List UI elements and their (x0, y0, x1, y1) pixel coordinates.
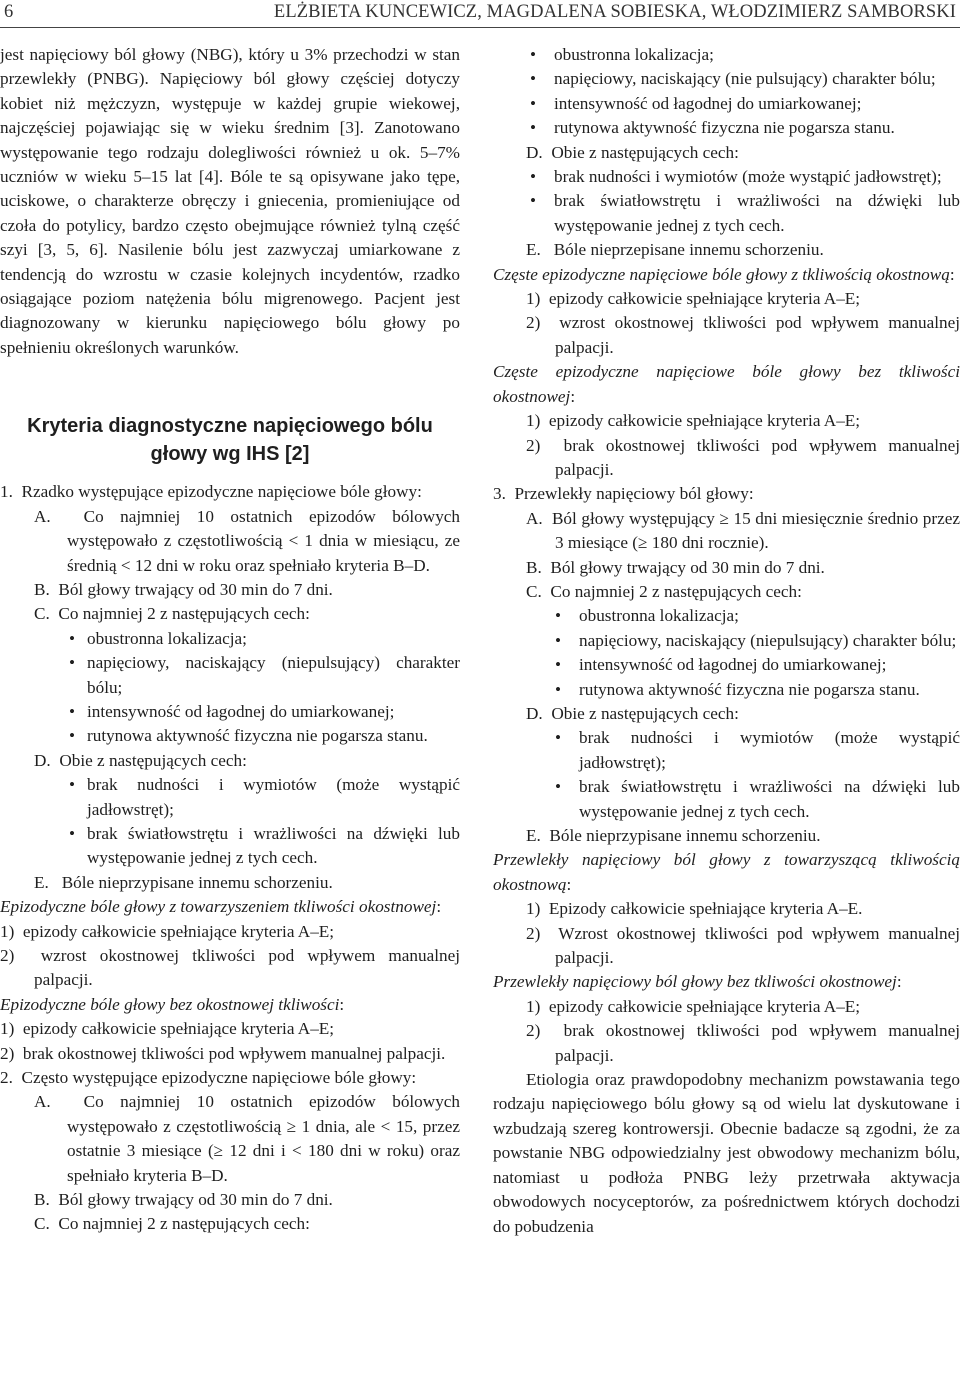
subtype-item: 2) brak okostnowej tkliwości pod wpływem manualnej palpacji. (526, 435, 960, 479)
subtype-item: 1) epizody całkowicie spełniające kryteria A–E; (526, 289, 861, 309)
criteria-2-C: C. Co najmniej 2 z następujących cech: (34, 1214, 310, 1234)
bullet-item: • napięciowy, naciskający (niepulsujący) charakter bólu; (69, 653, 460, 697)
subtype-item: 2) Wzrost okostnowej tkliwości pod wpływem manualnej palpacji. (526, 923, 960, 968)
criteria-1-C: C. Co najmniej 2 z następujących cech: (34, 604, 310, 624)
running-header (0, 0, 960, 24)
section-heading: Kryteria diagnostyczne napięciowego bólu głowy wg IHS [2] (27, 415, 433, 466)
subtype-item: 1) Epizody całkowicie spełniające kryteria A–E. (526, 899, 863, 919)
criteria-3-D: D. Obie z następujących cech: (526, 703, 739, 723)
criteria-1-B: B. Ból głowy trwający od 30 min do 7 dni. (34, 579, 333, 599)
bullet-item: • rutynowa aktywność fizyczna nie pogarsza stanu. (530, 118, 895, 138)
criteria-3-C: C. Co najmniej 2 z następujących cech: (526, 581, 802, 601)
criteria-2-E: E. Bóle nieprzepisane innemu schorzeniu. (526, 240, 824, 260)
intro-paragraph: jest napięciowy ból głowy (NBG), który u 3% przechodzi w stan przewlekły (PNBG). Napięciowy ból głowy częściej dotyczy kobiet niż mężczyzn, występuje w każdej grupie wiekowej, najczęściej pojawiając się w wieku średnim [3]. Zanotowano występowanie tego rodzaju dolegliwości również u ok. 5–7% uczniów w wieku 5–15 lat [4]. Bóle te są opisywane jako tępe, uciskowe, o charakterze obręczy i gniecenia, promieniujące od czoła do potylicy, bardzo często obejmujące również tylną część szyi [3, 5, 6]. Nasilenie bólu jest zazwyczaj umiarkowane z tendencją do wzrostu w czasie kolejnych incydentów, rzadko osiągające poziom natężenia bólu migrenowego. Pacjent jest diagnozowany w kierunku napięciowego bólu głowy po spełnieniu określonych warunków. (0, 45, 460, 357)
criteria-1-D: D. Obie z następujących cech: (34, 750, 247, 770)
criteria-2-D: D. Obie z następujących cech: (526, 142, 739, 162)
criteria-3: 3. Przewlekły napięciowy ból głowy: (493, 484, 754, 504)
criteria-1: 1. Rzadko występujące epizodyczne napięciowe bóle głowy: (0, 482, 422, 502)
bullet-item: • brak nudności i wymiotów (może wystąpić jadłowstręt); (69, 775, 460, 819)
etiology-paragraph: Etiologia oraz prawdopodobny mechanizm powstawania tego rodzaju napięciowego bólu głowy są od wielu lat dyskutowane i wzbudzają szereg kontrowersji. Obecnie badacze są zgodni, że za powstanie NBG odpowiedzialny jest obwodowy mechanizm bólu, natomiast u podłoża PNBG leży przetrwała aktywacja obwodowych nocyceptorów, za pośrednictwem których dochodzi do pobudzenia (493, 1070, 960, 1236)
bullet-item: • intensywność od łagodnej do umiarkowanej; (530, 93, 862, 113)
subtype-item: 1) epizody całkowicie spełniające kryteria A–E; (0, 921, 335, 941)
bullet-item: • rutynowa aktywność fizyczna nie pogarsza stanu. (555, 679, 920, 699)
page-number: 6 (4, 2, 14, 22)
subtype-item: 2) wzrost okostnowej tkliwości pod wpływem manualnej palpacji. (526, 313, 960, 357)
bullet-item: • obustronna lokalizacja; (555, 606, 739, 626)
criteria-3-B: B. Ból głowy trwający od 30 min do 7 dni. (526, 557, 825, 577)
subtype-item: 2) brak okostnowej tkliwości pod wpływem manualnej palpacji. (526, 1021, 960, 1065)
subtype-title: Przewlekły napięciowy ból głowy bez tkliwości okostnowej: (493, 972, 902, 992)
subtype-title: Przewlekły napięciowy ból głowy z towarzyszącą tkliwością okostnową: (493, 850, 960, 894)
bullet-item: • obustronna lokalizacja; (69, 628, 247, 648)
subtype-item: 2) wzrost okostnowej tkliwości pod wpływem manualnej palpacji. (0, 946, 460, 990)
subtype-title: Epizodyczne bóle głowy bez okostnowej tkliwości: (0, 994, 345, 1014)
bullet-item: • intensywność od łagodnej do umiarkowanej; (555, 655, 887, 675)
bullet-item: • intensywność od łagodnej do umiarkowanej; (69, 701, 395, 721)
criteria-2-A: A. Co najmniej 10 ostatnich epizodów bólowych występowało z częstotliwością ≥ 1 dnia, ale < 15, przez ostatnie 3 miesiące (≥ 12 dni i < 180 dni w roku) oraz spełniało kryteria B–D. (34, 1092, 461, 1185)
bullet-item: • brak światłowstrętu i wrażliwości na dźwięki lub występowanie jednej z tych cech. (555, 777, 960, 821)
criteria-1-E: E. Bóle nieprzypisane innemu schorzeniu. (34, 872, 333, 892)
subtype-item: 1) epizody całkowicie spełniające kryteria A–E; (526, 996, 861, 1016)
bullet-item: • brak nudności i wymiotów (może wystąpić jadłowstręt); (530, 167, 942, 187)
bullet-item: • brak nudności i wymiotów (może wystąpić jadłowstręt); (555, 728, 960, 772)
right-column (493, 43, 960, 1239)
subtype-item: 1) epizody całkowicie spełniające kryteria A–E; (526, 411, 861, 431)
header-authors: ELŻBIETA KUNCEWICZ, MAGDALENA SOBIESKA, WŁODZIMIERZ SAMBORSKI (273, 2, 956, 22)
criteria-2: 2. Często występujące epizodyczne napięciowe bóle głowy: (0, 1068, 417, 1088)
bullet-item: • brak światłowstrętu i wrażliwości na dźwięki lub występowanie jednej z tych cech. (69, 823, 460, 868)
bullet-item: • brak światłowstrętu i wrażliwości na dźwięki lub występowanie jednej z tych cech. (530, 191, 960, 235)
bullet-item: • napięciowy, naciskający (niepulsujący) charakter bólu; (555, 630, 957, 650)
criteria-2-B: B. Ból głowy trwający od 30 min do 7 dni. (34, 1190, 333, 1210)
criteria-3-A: A. Ból głowy występujący ≥ 15 dni miesięcznie średnio przez 3 miesiące (≥ 180 dni rocznie). (526, 508, 960, 553)
criteria-3-E: E. Bóle nieprzypisane innemu schorzeniu. (526, 826, 821, 845)
left-column (0, 43, 460, 1237)
subtype-title: Epizodyczne bóle głowy z towarzyszeniem tkliwości okostnowej: (0, 897, 442, 917)
subtype-item: 2) brak okostnowej tkliwości pod wpływem manualnej palpacji. (0, 1043, 446, 1063)
subtype-item: 1) epizody całkowicie spełniające kryteria A–E; (0, 1019, 335, 1039)
bullet-item: • napięciowy, naciskający (nie pulsujący) charakter bólu; (530, 69, 936, 89)
criteria-1-A: A. Co najmniej 10 ostatnich epizodów bólowych występowało z częstotliwością < 1 dnia w miesiącu, ze średnią < 12 dni w roku oraz spełniało kryteria B–D. (34, 506, 461, 575)
subtype-title: Częste epizodyczne napięciowe bóle głowy z tkliwością okostnową: (493, 264, 955, 284)
bullet-item: • obustronna lokalizacja; (530, 45, 714, 64)
subtype-title: Częste epizodyczne napięciowe bóle głowy bez tkliwości okostnowej: (493, 362, 960, 406)
bullet-item: • rutynowa aktywność fizyczna nie pogarsza stanu. (69, 726, 428, 746)
header-rule (0, 27, 960, 28)
